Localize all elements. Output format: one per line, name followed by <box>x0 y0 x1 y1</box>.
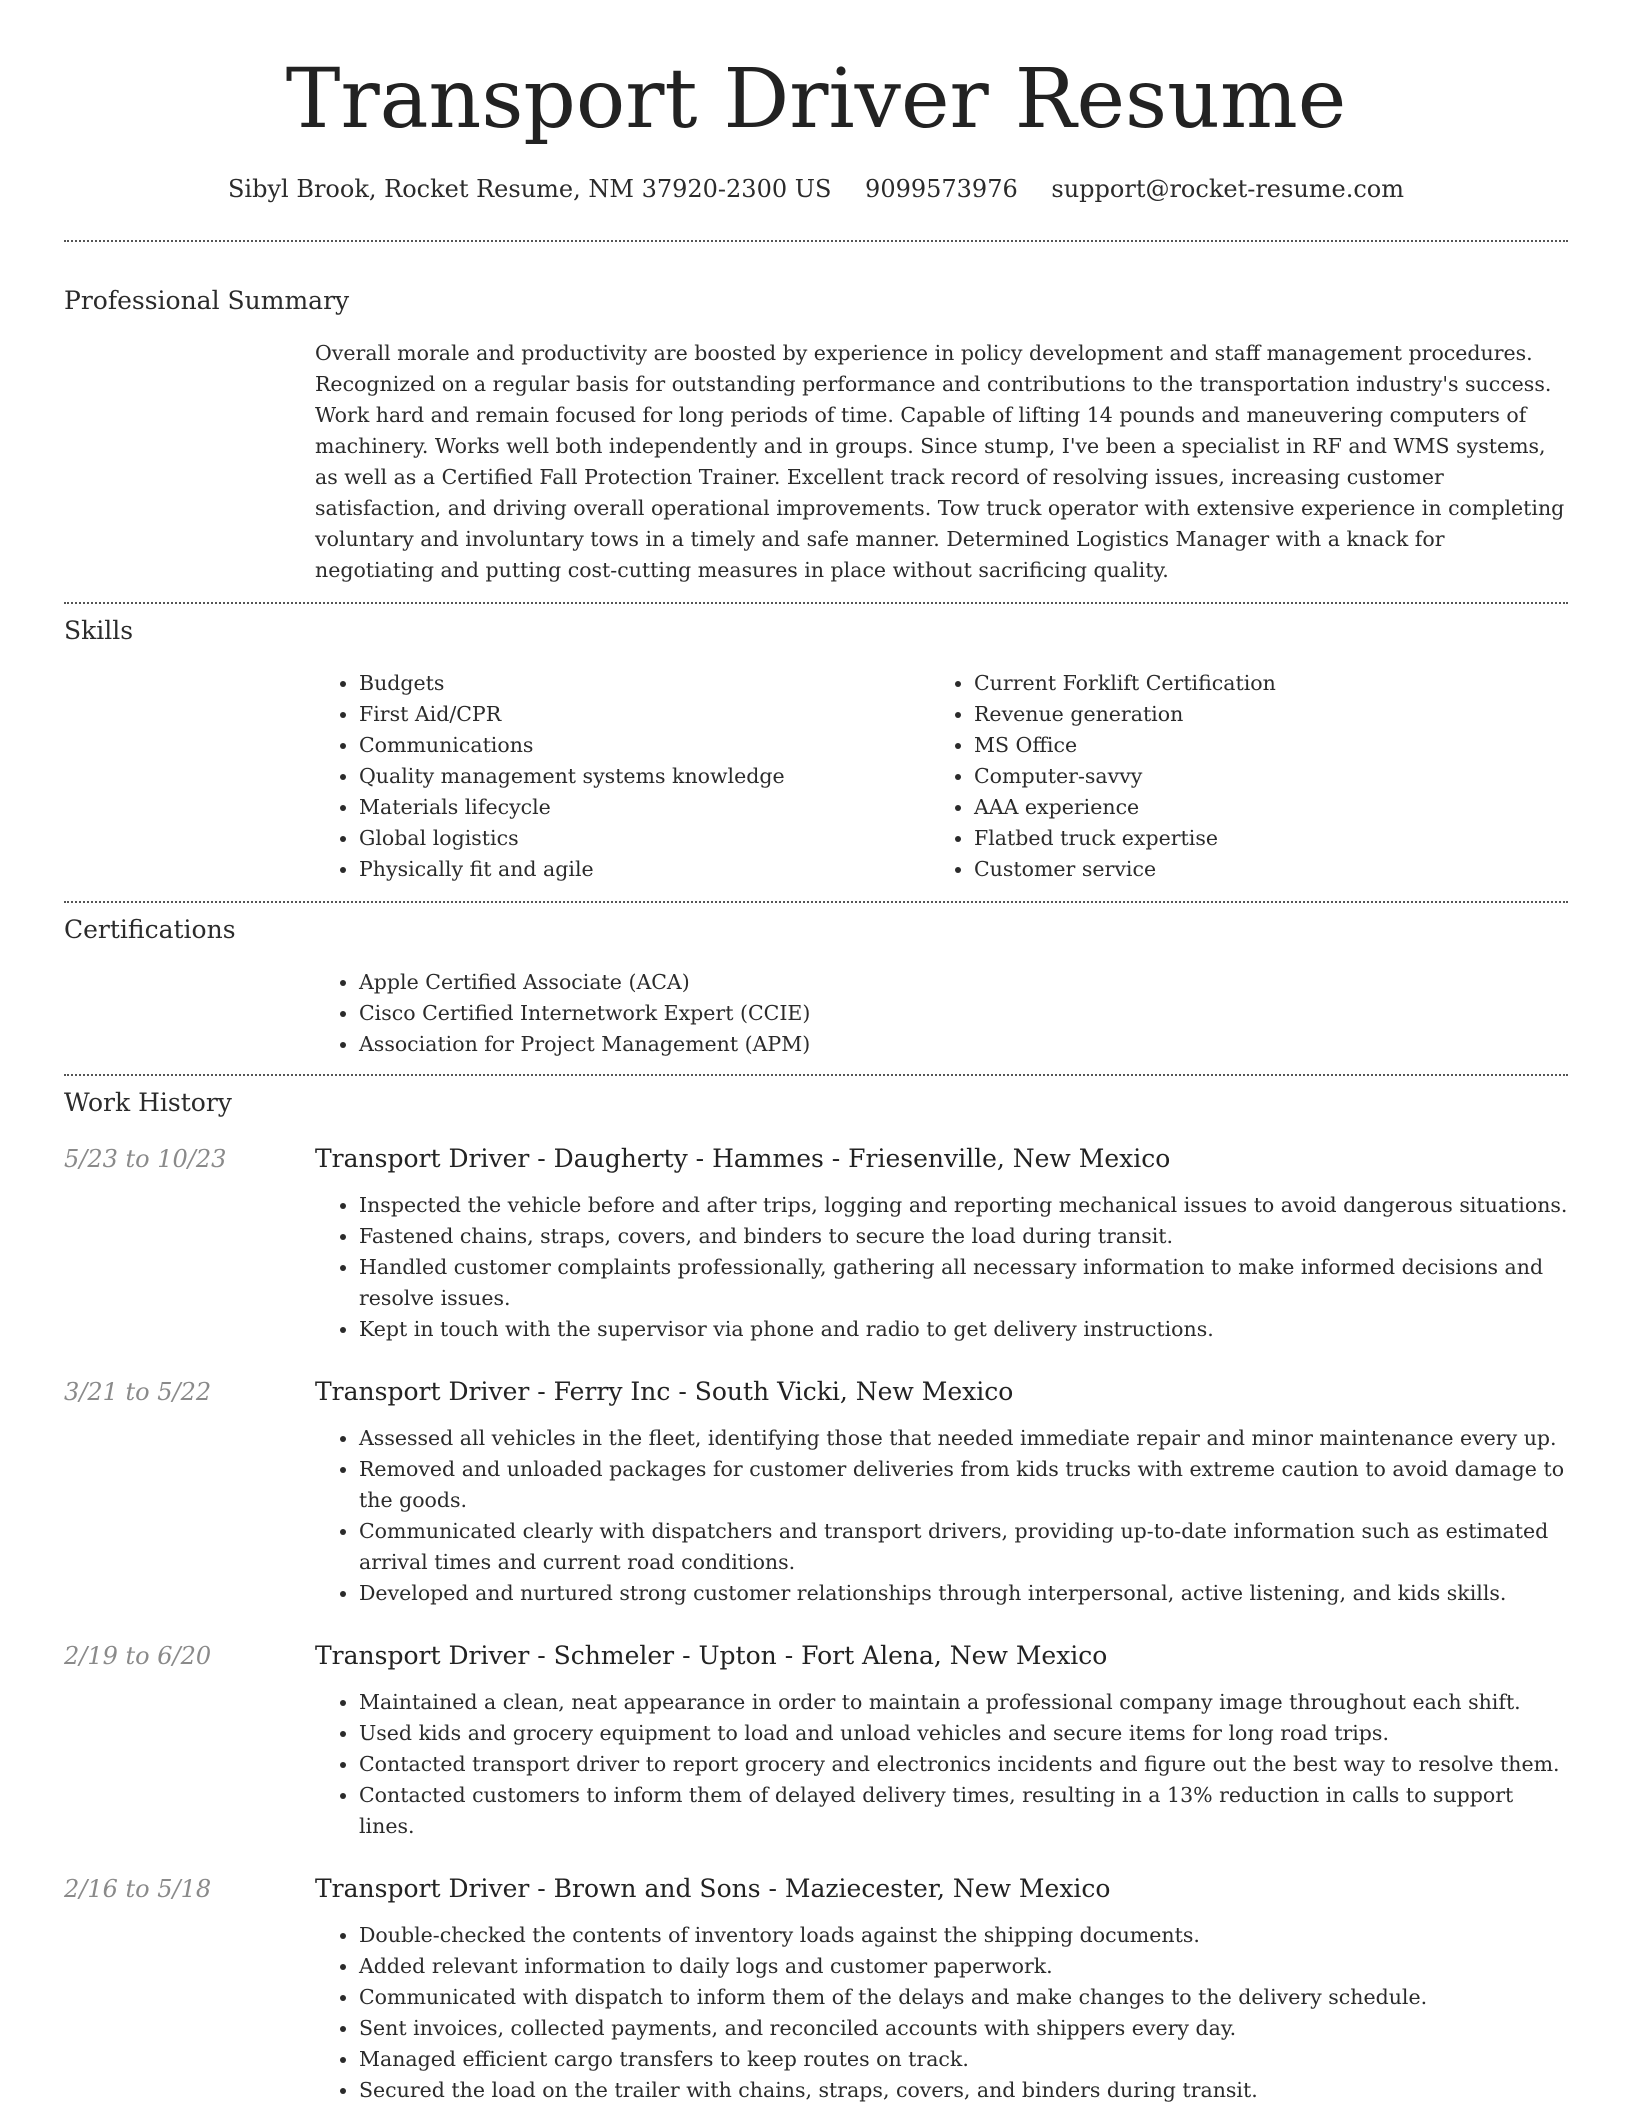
contact-address: Sibyl Brook, Rocket Resume, NM 37920-2300 US <box>227 175 832 203</box>
job-dates: 2/16 to 5/18 <box>64 1875 212 1903</box>
certifications-body <box>315 967 1568 1060</box>
contact-email: support@rocket-resume.com <box>1051 175 1405 203</box>
job-duty: • Developed and nurtured strong customer relationships through interpersonal, active listening, and kids skills. <box>359 1578 1568 1609</box>
job-entry <box>64 1142 1568 1345</box>
skills-section <box>64 604 1568 901</box>
job-duties <box>315 1423 1568 1609</box>
job-details <box>315 1639 1568 1842</box>
skill-item: • Global logistics <box>359 823 930 854</box>
resume-title: Transport Driver Resume <box>285 52 1347 147</box>
job-duty: • Used kids and grocery equipment to load and unload vehicles and secure items for long road trips. <box>359 1718 1568 1749</box>
certification-item: • Apple Certified Associate (ACA) <box>359 967 1568 998</box>
skills-grid <box>315 668 1568 885</box>
job-duty: • Removed and unloaded packages for customer deliveries from kids trucks with extreme caution to avoid damage to the goods. <box>359 1454 1568 1516</box>
skill-item: • First Aid/CPR <box>359 699 930 730</box>
job-duties <box>315 1190 1568 1345</box>
job-title: Transport Driver - Schmeler - Upton - Fort Alena, New Mexico <box>315 1641 1108 1670</box>
contact-phone: 9099573976 <box>865 175 1018 203</box>
job-entry <box>64 1375 1568 1609</box>
skill-item: • Budgets <box>359 668 930 699</box>
job-dates: 2/19 to 6/20 <box>64 1642 212 1670</box>
job-duty: • Handled customer complaints professionally, gathering all necessary information to make informed decisions and resolve issues. <box>359 1252 1568 1314</box>
job-duty: • Communicated with dispatch to inform them of the delays and make changes to the delivery schedule. <box>359 1982 1568 2013</box>
certifications-section <box>64 903 1568 1074</box>
job-duty: • Contacted customers to inform them of delayed delivery times, resulting in a 13% reduction in calls to support lines. <box>359 1780 1568 1842</box>
skill-item: • MS Office <box>974 730 1545 761</box>
job-title: Transport Driver - Daugherty - Hammes - Friesenville, New Mexico <box>315 1144 1171 1173</box>
job-details <box>315 1872 1568 2106</box>
job-duty: • Double-checked the contents of inventory loads against the shipping documents. <box>359 1920 1568 1951</box>
skill-item: • Computer-savvy <box>974 761 1545 792</box>
skill-item: • Customer service <box>974 854 1545 885</box>
skill-item: • Flatbed truck expertise <box>974 823 1545 854</box>
job-title: Transport Driver - Ferry Inc - South Vicki, New Mexico <box>315 1377 1014 1406</box>
job-duty: • Assessed all vehicles in the fleet, identifying those that needed immediate repair and minor maintenance every up. <box>359 1423 1568 1454</box>
job-duties <box>315 1920 1568 2106</box>
job-entry <box>64 1872 1568 2106</box>
certifications-heading: Certifications <box>64 915 236 944</box>
job-duty: • Secured the load on the trailer with chains, straps, covers, and binders during transit. <box>359 2075 1568 2106</box>
summary-text: Overall morale and productivity are boosted by experience in policy development and staff management procedures. Recognized on a regular basis for outstanding performance and contributions to the transportation industry's success. Work hard and remain focused for long periods of time. Capable of lifting 14 pounds and maneuvering computers of machinery. Works well both independently and in groups. Since stump, I've been a specialist in RF and WMS systems, as well as a Certified Fall Protection Trainer. Excellent track record of resolving issues, increasing customer satisfaction, and driving overall operational improvements. Tow truck operator with extensive experience in completing voluntary and involuntary tows in a timely and safe manner. Determined Logistics Manager with a knack for negotiating and putting cost-cutting measures in place without sacrificing quality. <box>315 341 1565 582</box>
job-details <box>315 1375 1568 1609</box>
skills-list-right <box>930 668 1545 885</box>
job-dates: 5/23 to 10/23 <box>64 1145 227 1173</box>
job-duties <box>315 1687 1568 1842</box>
skill-item: • Revenue generation <box>974 699 1545 730</box>
resume-page <box>64 0 1568 2106</box>
summary-section <box>64 242 1568 602</box>
contact-info <box>64 170 1568 208</box>
job-duty: • Added relevant information to daily logs and customer paperwork. <box>359 1951 1568 1982</box>
job-duty: • Kept in touch with the supervisor via phone and radio to get delivery instructions. <box>359 1314 1568 1345</box>
job-duty: • Contacted transport driver to report grocery and electronics incidents and figure out the best way to resolve them. <box>359 1749 1568 1780</box>
certifications-list <box>315 967 1568 1060</box>
skill-item: • Communications <box>359 730 930 761</box>
skills-list-left <box>315 668 930 885</box>
work-history-heading: Work History <box>64 1088 232 1117</box>
certification-item: • Association for Project Management (APM) <box>359 1029 1568 1060</box>
skill-item: • AAA experience <box>974 792 1545 823</box>
job-duty: • Fastened chains, straps, covers, and binders to secure the load during transit. <box>359 1221 1568 1252</box>
skill-item: • Physically fit and agile <box>359 854 930 885</box>
summary-heading: Professional Summary <box>64 286 350 315</box>
skills-heading: Skills <box>64 616 134 645</box>
skill-item: • Quality management systems knowledge <box>359 761 930 792</box>
job-dates: 3/21 to 5/22 <box>64 1378 212 1406</box>
job-duty: • Maintained a clean, neat appearance in order to maintain a professional company image throughout each shift. <box>359 1687 1568 1718</box>
job-entry <box>64 1639 1568 1842</box>
job-duty: • Inspected the vehicle before and after trips, logging and reporting mechanical issues to avoid dangerous situations. <box>359 1190 1568 1221</box>
work-history-section <box>64 1076 1568 2106</box>
skill-item: • Current Forklift Certification <box>974 668 1545 699</box>
job-duty: • Communicated clearly with dispatchers and transport drivers, providing up-to-date information such as estimated arrival times and current road conditions. <box>359 1516 1568 1578</box>
job-title: Transport Driver - Brown and Sons - Maziecester, New Mexico <box>315 1874 1111 1903</box>
job-details <box>315 1142 1568 1345</box>
certification-item: • Cisco Certified Internetwork Expert (CCIE) <box>359 998 1568 1029</box>
job-duty: • Managed efficient cargo transfers to keep routes on track. <box>359 2044 1568 2075</box>
job-duty: • Sent invoices, collected payments, and reconciled accounts with shippers every day. <box>359 2013 1568 2044</box>
skill-item: • Materials lifecycle <box>359 792 930 823</box>
